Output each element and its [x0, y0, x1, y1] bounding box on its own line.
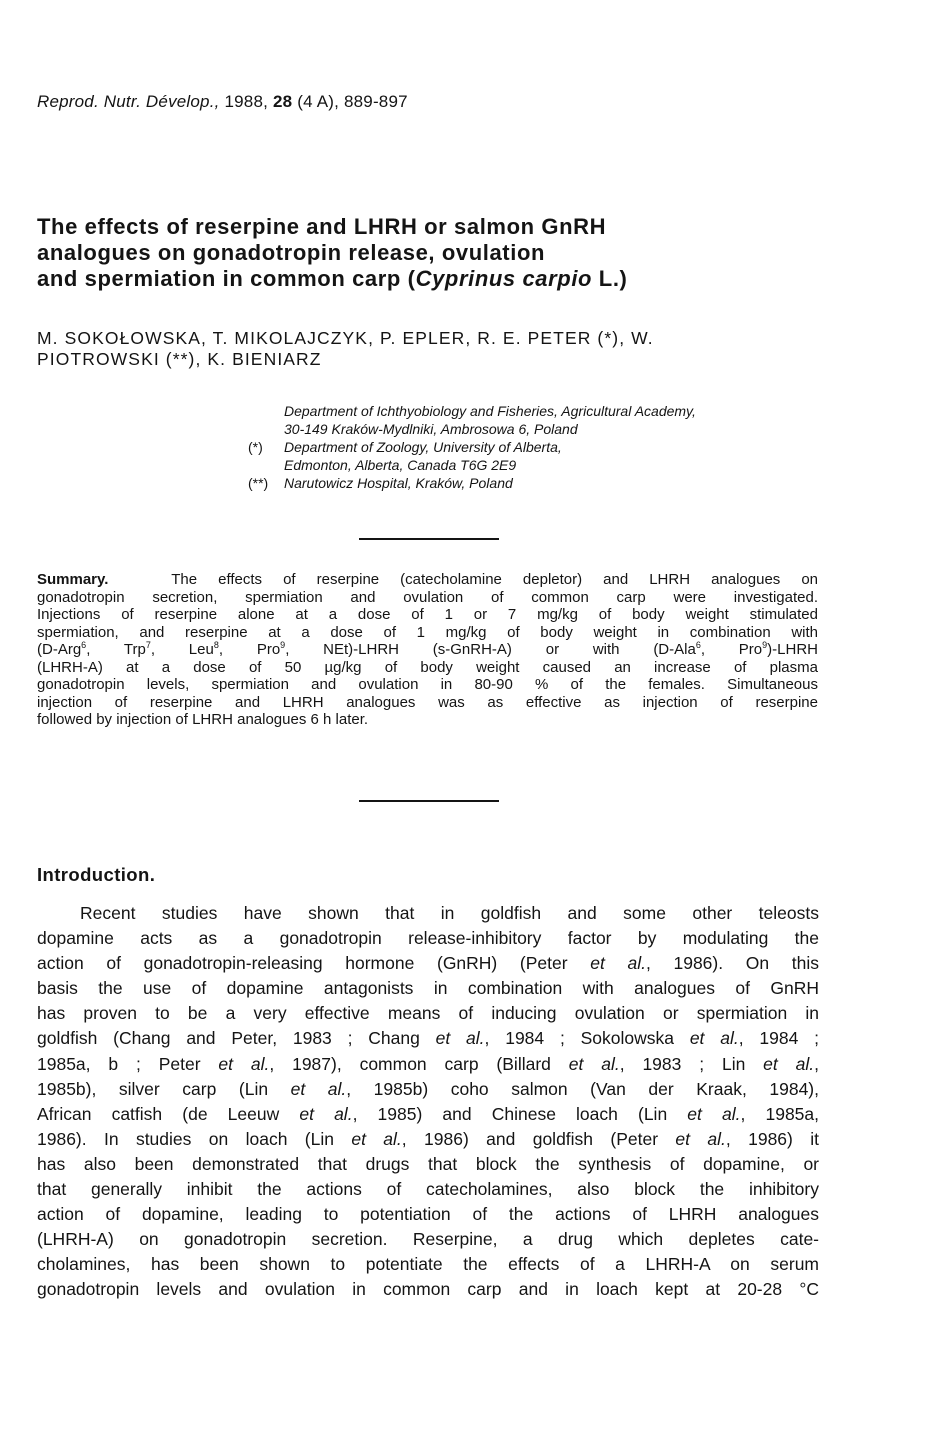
title-text: L.)	[592, 266, 628, 291]
superscript: 6	[695, 640, 701, 650]
summary-line: gonadotropin levels, spermiation and ovulation in 80-90 % of the females. Simultaneous	[37, 676, 818, 693]
affiliation-mark: (*)	[248, 439, 263, 455]
summary-text: )-LHRH	[767, 641, 819, 658]
body-text: , 1985) and Chinese loach (Lin	[352, 1103, 688, 1124]
summary-line: Injections of reserpine alone at a dose of 1 or 7 mg/kg of body weight stimulated	[37, 606, 818, 623]
summary-abstract	[37, 571, 818, 729]
divider-rule	[359, 800, 499, 802]
summary-line: spermiation, and reserpine at a dose of 1 mg/kg of body weight in combination with	[37, 623, 818, 641]
species-name: Cyprinus carpio	[415, 266, 593, 291]
body-line	[37, 951, 819, 976]
journal-year: 1988,	[224, 92, 269, 111]
summary-line: (LHRH-A) at a dose of 50 µg/kg of body weight caused an increase of plasma	[37, 658, 818, 676]
summary-text: , Pro	[218, 641, 281, 658]
title-text: and spermiation in common carp (	[37, 266, 416, 291]
summary-line	[37, 571, 818, 589]
affiliation-text: Department of Zoology, University of Alberta,	[284, 439, 562, 455]
summary-label: Summary.	[37, 571, 109, 588]
body-line: basis the use of dopamine antagonists in combination with analogues of GnRH	[37, 978, 819, 999]
affiliation-text: 30-149 Kraków-Mydlniki, Ambrosowa 6, Poland	[284, 421, 578, 437]
citation-etal: et al.	[568, 1053, 620, 1074]
affiliation-text: Edmonton, Alberta, Canada T6G 2E9	[284, 457, 517, 473]
title-line: analogues on gonadotropin release, ovulation	[37, 240, 546, 265]
affiliation-text: Department of Ichthyobiology and Fisheries, Agricultural Academy,	[284, 403, 696, 419]
superscript: 9	[762, 640, 768, 650]
citation-etal: et al.	[675, 1128, 726, 1149]
introduction-body	[37, 901, 819, 1303]
body-text: , 1986). On this	[645, 953, 819, 974]
citation-etal: et al.	[351, 1128, 402, 1149]
journal-volume: 28	[272, 92, 293, 111]
body-text: goldfish (Chang and Peter, 1983 ; Chang	[37, 1028, 436, 1049]
summary-text: The effects of reserpine (catecholamine depletor) and LHRH analogues on	[171, 571, 819, 588]
superscript: 9	[280, 640, 286, 650]
body-text: , 1984 ; Sokolowska	[484, 1028, 690, 1049]
body-text: , 1986) it	[725, 1128, 819, 1149]
body-line	[37, 1052, 819, 1077]
citation-etal: et al.	[435, 1028, 485, 1049]
citation-etal: et al.	[290, 1078, 347, 1099]
journal-name: Reprod. Nutr. Dévelop.,	[37, 92, 220, 111]
body-line	[37, 1077, 819, 1102]
body-text: , 1987), common carp (Billard	[269, 1053, 569, 1074]
body-text: , 1983 ; Lin	[619, 1053, 764, 1074]
article-title	[37, 214, 897, 292]
affiliation-mark: (**)	[248, 475, 269, 491]
body-text: , 1985b) coho salmon (Van der Kraak, 1984),	[346, 1078, 819, 1099]
body-text: , 1985a,	[740, 1103, 820, 1124]
body-line: that generally inhibit the actions of catecholamines, also block the inhibitory	[37, 1179, 819, 1200]
divider-rule	[359, 538, 499, 540]
body-line: cholamines, has been shown to potentiate the effects of a LHRH-A on serum	[37, 1254, 819, 1275]
body-text: 1986). In studies on loach (Lin	[37, 1128, 352, 1149]
title-line: The effects of reserpine and LHRH or salmon GnRH	[37, 214, 607, 239]
summary-line: injection of reserpine and LHRH analogues was as effective as injection of reserpine	[37, 693, 818, 711]
body-line	[37, 1102, 819, 1127]
superscript: 8	[213, 640, 219, 650]
citation-etal: et al.	[763, 1053, 815, 1074]
summary-line: gonadotropin secretion, spermiation and ovulation of common carp were investigated.	[37, 588, 818, 606]
summary-text: , Trp	[86, 641, 146, 658]
body-line	[37, 1127, 819, 1152]
body-line: Recent studies have shown that in goldfish and some other teleosts	[80, 903, 819, 923]
journal-issue-pages: (4 A), 889-897	[297, 92, 408, 111]
summary-text: (D-Arg	[37, 641, 82, 658]
body-line: action of dopamine, leading to potentiation of the actions of LHRH analogues	[37, 1204, 819, 1225]
body-text: 1985b), silver carp (Lin	[37, 1078, 291, 1099]
body-text: African catfish (de Leeuw	[37, 1103, 300, 1124]
citation-etal: et al.	[689, 1028, 739, 1049]
body-line: (LHRH-A) on gonadotropin secretion. Reserpine, a drug which depletes cate-	[37, 1229, 819, 1250]
citation-etal: et al.	[687, 1103, 741, 1124]
author-line: PIOTROWSKI (**), K. BIENIARZ	[37, 349, 322, 369]
title-line	[37, 266, 897, 292]
body-line: has also been demonstrated that drugs that block the synthesis of dopamine, or	[37, 1153, 819, 1174]
citation-etal: et al.	[299, 1103, 353, 1124]
summary-text: , NEt)-LHRH (s-GnRH-A) or with (D-Ala	[285, 641, 696, 658]
summary-line	[37, 641, 818, 659]
citation-etal: et al.	[590, 953, 646, 974]
affiliation-text: Narutowicz Hospital, Kraków, Poland	[284, 475, 513, 491]
journal-reference	[37, 92, 408, 112]
body-line: gonadotropin levels and ovulation in common carp and in loach kept at 20-28 °C	[37, 1279, 819, 1300]
body-text: ,	[814, 1053, 819, 1074]
section-heading: Introduction.	[37, 864, 156, 885]
body-text: 1985a, b ; Peter	[37, 1053, 219, 1074]
body-line	[37, 1026, 819, 1051]
body-text: , 1984 ;	[738, 1028, 819, 1049]
author-list	[37, 328, 897, 370]
superscript: 6	[81, 640, 87, 650]
citation-etal: et al.	[218, 1053, 270, 1074]
summary-line: followed by injection of LHRH analogues 6 h later.	[37, 711, 369, 728]
summary-text: , Leu	[150, 641, 214, 658]
summary-text: , Pro	[700, 641, 763, 658]
body-line: dopamine acts as a gonadotropin release-inhibitory factor by modulating the	[37, 928, 819, 949]
author-line: M. SOKOŁOWSKA, T. MIKOLAJCZYK, P. EPLER, R. E. PETER (*), W.	[37, 328, 654, 348]
body-text: action of gonadotropin-releasing hormone (GnRH) (Peter	[37, 953, 591, 974]
superscript: 7	[145, 640, 151, 650]
body-line: has proven to be a very effective means of inducing ovulation or spermiation in	[37, 1003, 819, 1024]
body-text: , 1986) and goldfish (Peter	[401, 1128, 676, 1149]
